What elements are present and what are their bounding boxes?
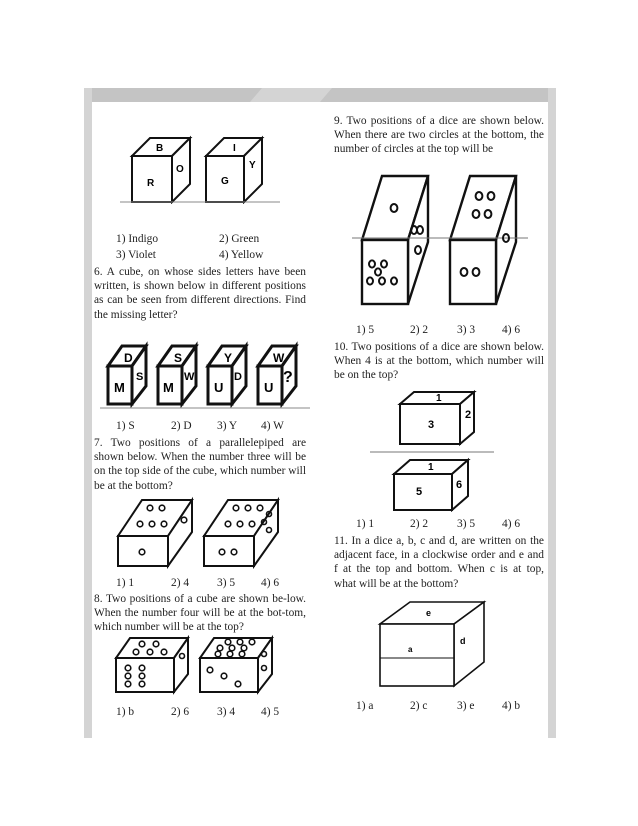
q5-letter-y: Y xyxy=(249,160,256,171)
q10-label-front-3: 3 xyxy=(428,419,435,431)
q6-option-2[interactable]: 2) D xyxy=(171,420,192,432)
q5-option-2[interactable]: 2) Green xyxy=(219,233,260,245)
q6-letter-10: W xyxy=(273,351,285,365)
q11-label-e: e xyxy=(426,608,432,618)
q7-option-4[interactable]: 4) 6 xyxy=(261,577,280,589)
q5-letter-b: B xyxy=(156,143,164,154)
q8-question: 8. Two positions of a cube are shown be-low. When the number four will be at the bot-tom, which number will be at the top? xyxy=(94,593,306,634)
q5-figure xyxy=(120,132,280,204)
q6-option-4[interactable]: 4) W xyxy=(261,420,284,432)
q10-label-top-1: 1 xyxy=(436,393,442,404)
q6-letter-8: U xyxy=(214,380,224,395)
q9-option-2[interactable]: 2) 2 xyxy=(410,324,429,336)
q10-label-side-6: 6 xyxy=(456,479,463,491)
q10-label-top-1b: 1 xyxy=(428,462,434,473)
q11-options xyxy=(356,700,520,712)
q8-option-3[interactable]: 3) 4 xyxy=(217,706,236,718)
q6-letter-9: D xyxy=(234,371,242,383)
q11-option-1[interactable]: 1) a xyxy=(356,700,374,712)
q10-option-3[interactable]: 3) 5 xyxy=(457,518,476,530)
q5-letter-i: I xyxy=(233,143,236,154)
q5-option-1[interactable]: 1) Indigo xyxy=(116,233,159,245)
q8-option-1[interactable]: 1) b xyxy=(116,706,135,718)
q5-letter-r: R xyxy=(147,178,155,189)
q6-letter-4: S xyxy=(174,351,183,365)
q11-option-3[interactable]: 3) e xyxy=(457,700,475,712)
q11-question: 11. In a dice a, b, c and d, are written on the adjacent face, in a clockwise order and e and f at the top and bottom. When c is at top, what will be at the bottom? xyxy=(334,535,544,590)
q8-option-2[interactable]: 2) 6 xyxy=(171,706,190,718)
q5-options-row2 xyxy=(116,249,263,261)
q9-options xyxy=(356,324,520,336)
q6-letter-6: W xyxy=(184,371,195,383)
q9-question: 9. Two positions of a dice are shown below. When there are two circles at the bottom, the number of circles at the top will be xyxy=(334,115,544,156)
q6-letter-7: Y xyxy=(224,351,233,365)
q10-figure xyxy=(370,388,506,512)
q10-label-side-2: 2 xyxy=(465,409,472,421)
q10-option-2[interactable]: 2) 2 xyxy=(410,518,429,530)
q6-option-3[interactable]: 3) Y xyxy=(217,420,238,432)
q5-option-4[interactable]: 4) Yellow xyxy=(219,249,264,261)
q10-options xyxy=(356,518,520,530)
q11-option-4[interactable]: 4) b xyxy=(502,700,521,712)
q7-option-2[interactable]: 2) 4 xyxy=(171,577,190,589)
q9-option-1[interactable]: 1) 5 xyxy=(356,324,375,336)
q6-question: 6. A cube, on whose sides letters have been written, is shown below in different positions as can be seen from different directions. Find the missing letter? xyxy=(94,266,306,321)
q9-figure xyxy=(352,168,528,314)
q5-option-3[interactable]: 3) Violet xyxy=(116,249,156,261)
q10-option-1[interactable]: 1) 1 xyxy=(356,518,375,530)
q11-option-2[interactable]: 2) c xyxy=(410,700,428,712)
q6-letter-5: M xyxy=(163,380,174,395)
q8-option-4[interactable]: 4) 5 xyxy=(261,706,280,718)
q11-label-a: a xyxy=(408,645,413,654)
q6-figure xyxy=(100,338,310,410)
q6-letter-12: ? xyxy=(283,369,293,386)
q8-figure xyxy=(112,634,282,698)
q6-letter-1: D xyxy=(124,351,133,365)
q5-letter-g: G xyxy=(221,176,229,187)
q10-question: 10. Two positions of a dice are shown below. When 4 is at the bottom, which number will be on the top? xyxy=(334,341,544,382)
q7-option-3[interactable]: 3) 5 xyxy=(217,577,236,589)
q11-figure xyxy=(374,598,498,690)
q9-option-3[interactable]: 3) 3 xyxy=(457,324,476,336)
q10-label-front-5: 5 xyxy=(416,486,423,498)
q9-option-4[interactable]: 4) 6 xyxy=(502,324,521,336)
q5-letter-o: O xyxy=(176,164,184,175)
q7-figure xyxy=(112,494,292,570)
q8-options xyxy=(116,706,279,718)
q6-options xyxy=(116,420,284,432)
q5-options-row1 xyxy=(116,233,259,245)
q6-letter-11: U xyxy=(264,380,274,395)
q10-option-4[interactable]: 4) 6 xyxy=(502,518,521,530)
q6-option-1[interactable]: 1) S xyxy=(116,420,135,432)
q7-question: 7. Two positions of a parallelepiped are shown below. When the number three will be on the top side of the cube, which number will be at the bottom? xyxy=(94,437,306,492)
q11-label-d: d xyxy=(460,636,466,646)
q7-option-1[interactable]: 1) 1 xyxy=(116,577,135,589)
q6-letter-2: M xyxy=(114,380,125,395)
q6-letter-3: S xyxy=(136,371,144,383)
q7-options xyxy=(116,577,279,589)
